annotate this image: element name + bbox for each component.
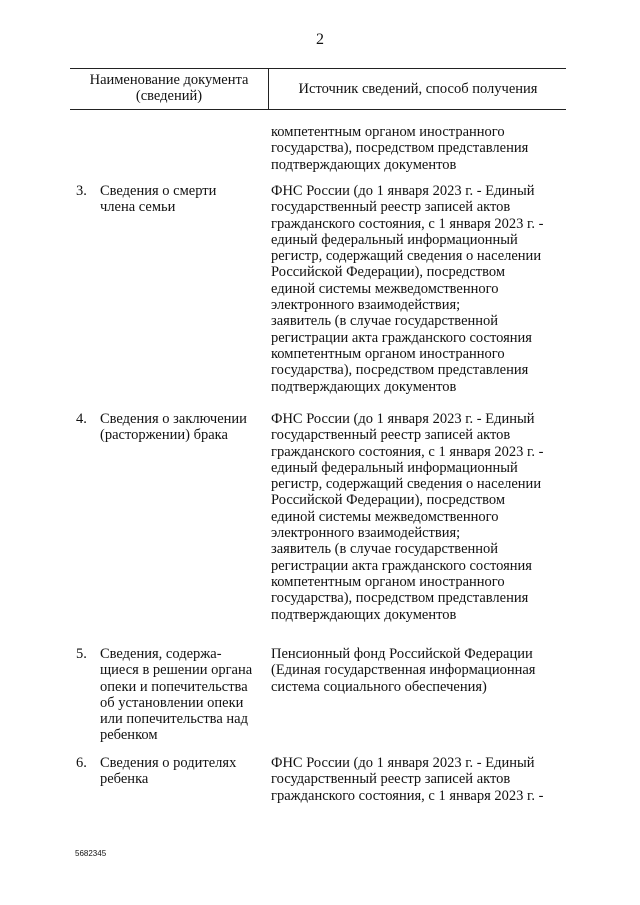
name-line: опеки и попечительства	[100, 678, 248, 695]
name-line: об установлении опеки	[100, 694, 244, 711]
header-document-name	[70, 69, 269, 109]
row-document-name	[100, 411, 265, 444]
source-line: Пенсионный фонд Российской Федерации	[271, 646, 533, 662]
source-line: государства), посредством представления	[271, 140, 529, 157]
source-line: государственный реестр записей актов	[271, 199, 511, 216]
source-line: компетентным органом иностранного	[271, 124, 505, 140]
header-source: Источник сведений, способ получения	[298, 81, 538, 97]
row-number: 6.	[76, 755, 87, 771]
name-line: (расторжении) брака	[100, 427, 228, 444]
row-number: 3.	[76, 183, 87, 199]
row-document-name	[100, 646, 265, 744]
source-line: государственный реестр записей актов	[271, 427, 511, 444]
source-line: ФНС России (до 1 января 2023 г. - Единый	[271, 755, 535, 771]
source-line: подтверждающих документов	[271, 156, 457, 173]
name-line: ребенком	[100, 727, 158, 744]
source-line: Российской Федерации), посредством	[271, 492, 505, 509]
source-line: подтверждающих документов	[271, 378, 457, 395]
row-number: 4.	[76, 411, 87, 427]
row-source	[271, 646, 571, 695]
row-source	[271, 183, 571, 395]
source-line: компетентным органом иностранного	[271, 345, 505, 362]
source-line: регистрации акта гражданского состояния	[271, 557, 532, 574]
document-code: 5682345	[75, 849, 107, 858]
source-line: гражданского состояния, с 1 января 2023 г. -	[271, 787, 544, 804]
source-line: единый федеральный информационный	[271, 459, 518, 476]
source-line: заявитель (в случае государственной	[271, 313, 499, 330]
row-source	[271, 411, 571, 623]
name-line: Сведения о родителях	[100, 755, 237, 771]
table-header	[70, 68, 566, 110]
name-line: Сведения о заключении	[100, 411, 247, 427]
source-line: гражданского состояния, с 1 января 2023 г. -	[271, 443, 544, 460]
source-line: государственный реестр записей актов	[271, 771, 511, 788]
source-line: единой системы межведомственного	[271, 280, 499, 297]
name-line: щиеся в решении органа	[100, 662, 253, 679]
source-line: заявитель (в случае государственной	[271, 541, 499, 558]
source-line: единый федеральный информационный	[271, 231, 518, 248]
name-line: ребенка	[100, 771, 149, 788]
source-line: единой системы межведомственного	[271, 508, 499, 525]
source-line: система социального обеспечения)	[271, 678, 487, 695]
source-line: (Единая государственная информационная	[271, 662, 536, 679]
row-document-name	[100, 183, 265, 216]
source-line: электронного взаимодействия;	[271, 525, 461, 542]
row-document-name	[100, 755, 265, 788]
row-source	[271, 755, 571, 804]
name-line: члена семьи	[100, 199, 176, 216]
source-line: регистрации акта гражданского состояния	[271, 329, 532, 346]
source-line: подтверждающих документов	[271, 606, 457, 623]
header-document-name-line: (сведений)	[135, 88, 203, 104]
source-line: электронного взаимодействия;	[271, 297, 461, 314]
row-number: 5.	[76, 646, 87, 662]
source-line: государства), посредством представления	[271, 362, 529, 379]
name-line: или попечительства над	[100, 711, 248, 728]
row-source	[271, 124, 571, 173]
name-line: Сведения о смерти	[100, 183, 217, 199]
source-line: Российской Федерации), посредством	[271, 264, 505, 281]
source-line: государства), посредством представления	[271, 590, 529, 607]
source-line: компетентным органом иностранного	[271, 573, 505, 590]
source-line: регистр, содержащий сведения о населении	[271, 248, 542, 265]
source-line: ФНС России (до 1 января 2023 г. - Единый	[271, 183, 535, 199]
source-line: ФНС России (до 1 января 2023 г. - Единый	[271, 411, 535, 427]
name-line: Сведения, содержа-	[100, 646, 222, 662]
source-line: гражданского состояния, с 1 января 2023 г. -	[271, 215, 544, 232]
header-document-name-line: Наименование документа	[89, 72, 249, 88]
source-line: регистр, содержащий сведения о населении	[271, 476, 542, 493]
page-number: 2	[316, 31, 324, 48]
